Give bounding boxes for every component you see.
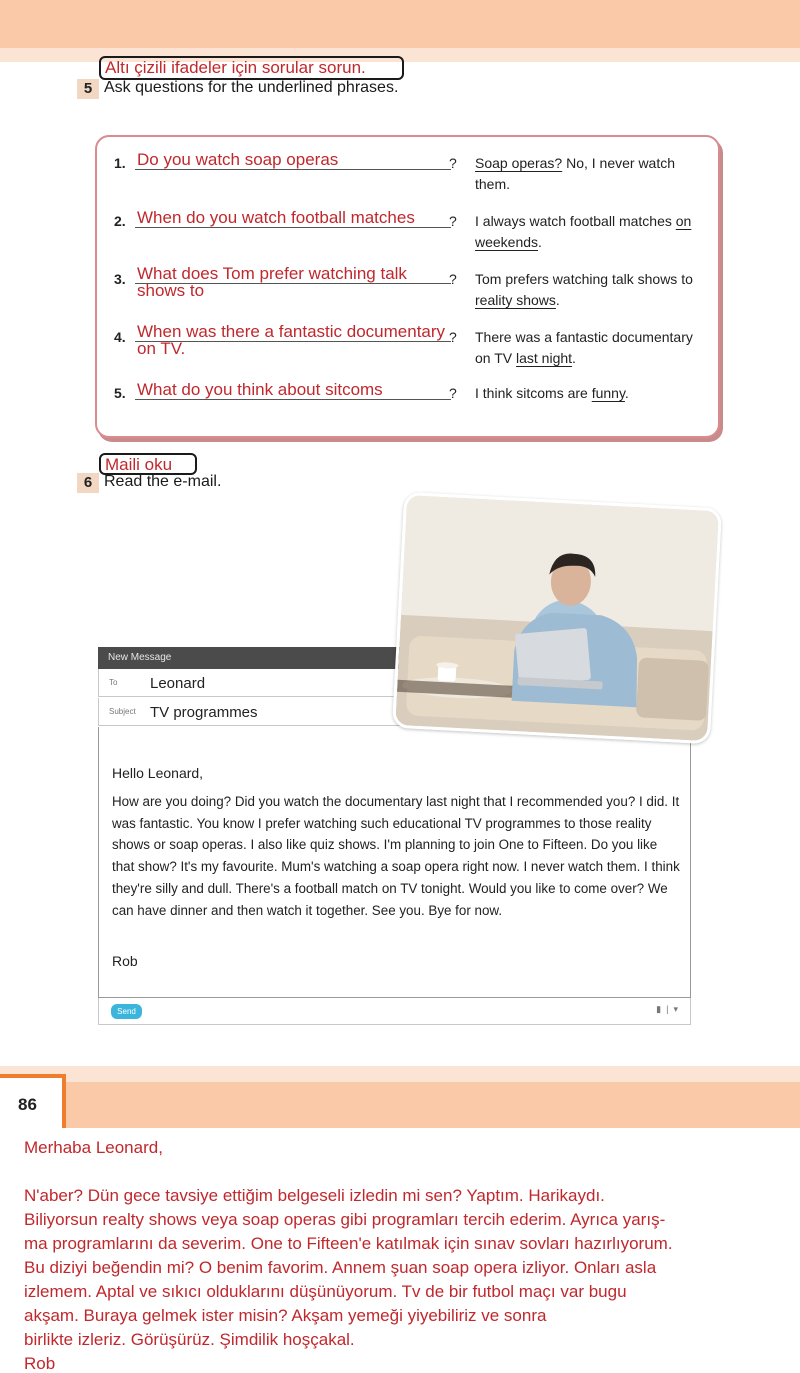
underlined-phrase: funny xyxy=(591,385,625,401)
answer-line xyxy=(135,341,451,342)
question-number: 4. xyxy=(114,329,126,345)
underlined-phrase: reality shows xyxy=(475,292,556,308)
statement: Tom prefers watching talk shows to reality shows. xyxy=(475,271,693,308)
email-header: New Message xyxy=(98,647,691,669)
question-answer-handwritten: What do you think about sitcoms xyxy=(137,380,383,399)
question-answer-handwritten: Do you watch soap operas xyxy=(137,150,339,169)
question-mark: ? xyxy=(449,385,457,401)
dropdown-arrow-icon[interactable]: ▾ xyxy=(673,1004,678,1014)
question-mark: ? xyxy=(449,329,457,345)
translation-signature: Rob xyxy=(24,1354,56,1373)
translation-line: Biliyorsun realty shows veya soap operas gibi programları tercih ederim. Ayrıca yarış- xyxy=(24,1210,666,1229)
formatting-icon[interactable]: ▮ | ▾ xyxy=(656,1004,678,1014)
exercise6-title: Read the e-mail. xyxy=(104,473,222,490)
question-mark: ? xyxy=(449,155,457,171)
question-number: 2. xyxy=(114,213,126,229)
question-answer-handwritten: What does Tom prefer watching talk shows to xyxy=(137,264,407,300)
statement: I think sitcoms are funny. xyxy=(475,385,629,401)
exercise6-number: 6 xyxy=(77,473,99,493)
translation-greeting: Merhaba Leonard, xyxy=(24,1138,163,1157)
answer-line xyxy=(135,169,451,170)
email-footer xyxy=(98,998,691,1025)
statement: There was a fantastic documentary on TV last night. xyxy=(475,329,693,366)
exercise5-annotation: Altı çizili ifadeler için sorular sorun. xyxy=(99,56,404,80)
exercise5-card xyxy=(95,135,720,438)
translation-line: akşam. Buraya gelmek ister misin? Akşam yemeği yiyebiliriz ve sonra xyxy=(24,1306,547,1325)
bottom-decorative-band-light xyxy=(0,1066,800,1082)
translation-line: N'aber? Dün gece tavsiye ettiğim belgeseli izledin mi sen? Yaptım. Harikaydı. xyxy=(24,1186,605,1205)
question-number: 5. xyxy=(114,385,126,401)
to-label: To xyxy=(109,678,118,687)
email-signature: Rob xyxy=(112,953,138,969)
translation-line: Bu diziyi beğendin mi? O benim favorim. Annem şuan soap opera izliyor. Onları asla xyxy=(24,1258,657,1277)
email-body[interactable] xyxy=(98,727,691,998)
question-mark: ? xyxy=(449,213,457,229)
question-answer-handwritten: When was there a fantastic documentary on TV. xyxy=(137,322,446,358)
question-answer-handwritten: When do you watch football matches xyxy=(137,208,415,227)
underlined-phrase: on weekends xyxy=(475,213,692,250)
exercise5-number: 5 xyxy=(77,79,99,99)
email-greeting: Hello Leonard, xyxy=(112,765,204,781)
statement: Soap operas? No, I never watch them. xyxy=(475,155,676,192)
subject-label: Subject xyxy=(109,707,136,716)
subject-value: TV programmes xyxy=(150,704,258,721)
translation-line: birlikte izleriz. Görüşürüz. Şimdilik hoşçakal. xyxy=(24,1330,355,1349)
email-body-text: How are you doing? Did you watch the documentary last night that I recommended you? I did. It was fantastic. You know I prefer watching such educational TV programmes to those reality shows or soap operas. I also like quiz shows. I'm planning to join One to Fifteen. Do you like that show? It's my favourite. Mum's watching a soap opera right now. I never watch them. I think they're silly and dull. There's a football match on TV tonight. Would you like to come over? We can have dinner and then watch it together. See you. Bye for now. xyxy=(112,794,680,918)
answer-line xyxy=(135,399,451,400)
answer-line xyxy=(135,227,451,228)
photo-man-with-laptop xyxy=(392,492,722,744)
send-button[interactable]: Send xyxy=(111,1004,142,1019)
bottom-decorative-band xyxy=(0,1082,800,1128)
question-number: 1. xyxy=(114,155,126,171)
translation-line: ma programlarını da severim. One to Fifteen'e katılmak için sınav sovları hazırlıyorum. xyxy=(24,1234,673,1253)
to-value: Leonard xyxy=(150,675,206,692)
question-mark: ? xyxy=(449,271,457,287)
question-number: 3. xyxy=(114,271,126,287)
translation-line: izlemem. Aptal ve sıkıcı olduklarını düşünüyorum. Tv de bir futbol maçı var bugu xyxy=(24,1282,627,1301)
answer-line xyxy=(135,283,451,284)
underlined-phrase: last night xyxy=(516,350,573,366)
photo-illustration xyxy=(395,495,722,744)
translation-block xyxy=(24,1136,784,1373)
exercise6-annotation: Maili oku xyxy=(99,453,197,475)
page-number: 86 xyxy=(18,1095,37,1114)
underlined-phrase: Soap operas? xyxy=(475,155,563,171)
statement: I always watch football matches on weekends. xyxy=(475,213,692,250)
top-decorative-band xyxy=(0,0,800,48)
exercise5-title: Ask questions for the underlined phrases. xyxy=(104,79,399,96)
